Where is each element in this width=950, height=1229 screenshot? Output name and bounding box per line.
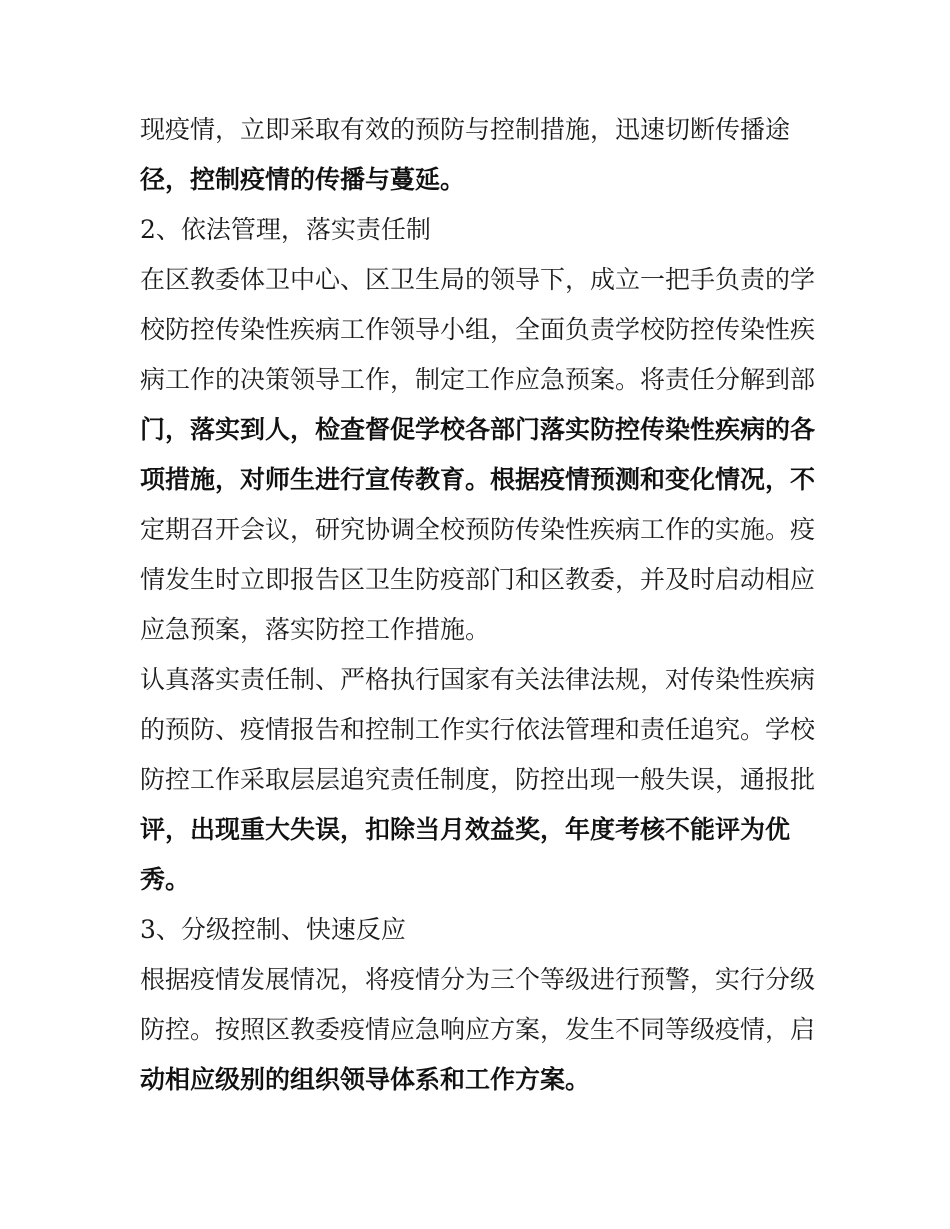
text-line: 病工作的决策领导工作，制定工作应急预案。将责任分解到部 — [140, 365, 816, 394]
text-line: 认真落实责任制、严格执行国家有关法律法规，对传染性疾病 — [140, 665, 816, 694]
text-line: 在区教委体卫中心、区卫生局的领导下，成立一把手负责的学 — [140, 265, 816, 294]
text-line: 项措施，对师生进行宣传教育。根据疫情预测和变化情况，不 — [140, 465, 816, 494]
text-line: 校防控传染性疾病工作领导小组，全面负责学校防控传染性疾 — [140, 315, 816, 344]
text-line: 的预防、疫情报告和控制工作实行依法管理和责任追究。学校 — [140, 715, 816, 744]
text-line: 径，控制疫情的传播与蔓延。 — [140, 165, 466, 194]
text-line: 情发生时立即报告区卫生防疫部门和区教委，并及时启动相应 — [140, 565, 816, 594]
section-heading: 2、依法管理，落实责任制 — [140, 215, 431, 244]
text-line: 根据疫情发展情况，将疫情分为三个等级进行预警，实行分级 — [140, 965, 816, 994]
text-line: 秀。 — [140, 865, 191, 894]
text-line: 门，落实到人，检查督促学校各部门落实防控传染性疾病的各 — [140, 415, 816, 444]
text-line: 现疫情，立即采取有效的预防与控制措施，迅速切断传播途 — [140, 115, 791, 144]
text-line: 防控工作采取层层追究责任制度，防控出现一般失误，通报批 — [140, 765, 816, 794]
text-line: 防控。按照区教委疫情应急响应方案，发生不同等级疫情，启 — [140, 1015, 816, 1044]
section-heading: 3、分级控制、快速反应 — [140, 915, 406, 944]
text-line: 动相应级别的组织领导体系和工作方案。 — [140, 1065, 591, 1094]
text-line: 评，出现重大失误，扣除当月效益奖，年度考核不能评为优 — [140, 815, 791, 844]
text-line: 定期召开会议，研究协调全校预防传染性疾病工作的实施。疫 — [140, 515, 816, 544]
text-line: 应急预案，落实防控工作措施。 — [140, 615, 491, 644]
